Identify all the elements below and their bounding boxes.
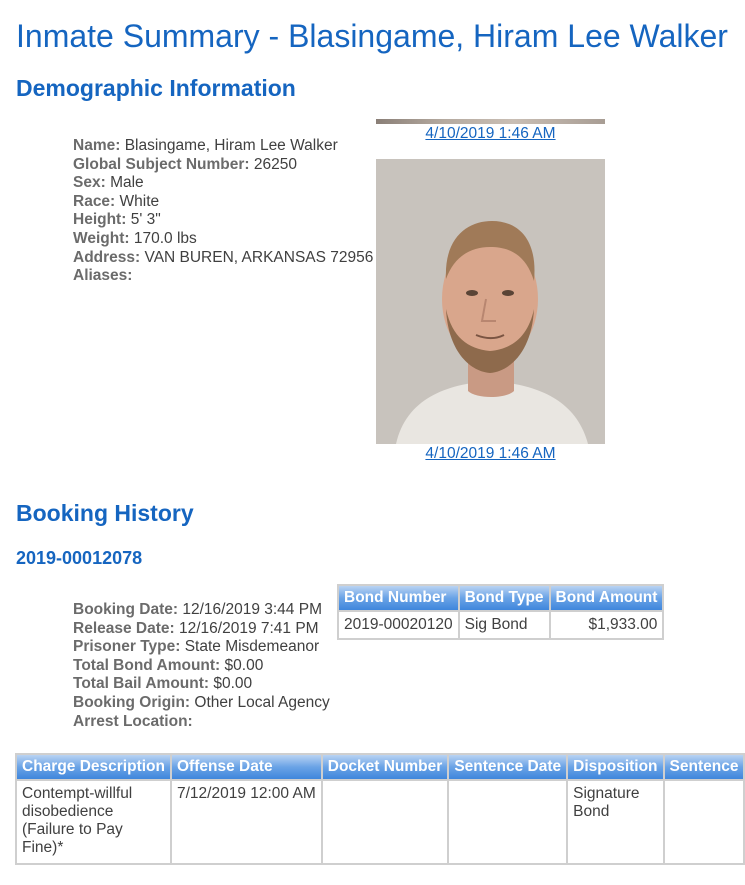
field-booking-date <box>73 601 330 620</box>
field-label: Sex: <box>73 174 106 192</box>
booking-history-heading: Booking History <box>16 500 194 526</box>
field-value: 12/16/2019 3:44 PM <box>182 601 322 618</box>
field-value: Blasingame, Hiram Lee Walker <box>124 137 338 154</box>
booking-number: 2019-00012078 <box>16 548 143 568</box>
table-cell: 7/12/2019 12:00 AM <box>172 781 321 863</box>
field-label: Name: <box>73 137 121 154</box>
field-label: Total Bond Amount: <box>73 656 221 674</box>
field-address <box>73 249 373 268</box>
column-header[interactable]: Offense Date <box>172 755 321 779</box>
field-value: State Misdemeanor <box>184 638 320 656</box>
field-value: 170.0 lbs <box>133 229 197 247</box>
table-row <box>17 781 743 863</box>
charges-table-header-row <box>17 755 743 779</box>
demographic-heading: Demographic Information <box>16 75 296 101</box>
field-value: $0.00 <box>213 675 253 693</box>
field-label: Booking Date: <box>73 601 179 618</box>
table-row <box>339 612 662 638</box>
field-label: Global Subject Number: <box>73 155 250 173</box>
field-label: Race: <box>73 192 116 210</box>
charges-table <box>15 753 745 865</box>
field-label: Address: <box>73 248 141 266</box>
field-value: Other Local Agency <box>194 693 330 711</box>
field-global-subject-number <box>73 156 373 175</box>
field-value: 5' 3" <box>130 211 161 229</box>
table-cell <box>665 781 744 863</box>
field-label: Release Date: <box>73 619 175 637</box>
field-total-bail-amount <box>73 675 330 694</box>
mugshot-photo[interactable] <box>376 159 605 444</box>
field-prisoner-type <box>73 638 330 657</box>
column-header[interactable]: Docket Number <box>323 755 448 779</box>
field-value: 26250 <box>253 155 297 173</box>
field-aliases <box>73 267 373 286</box>
column-header[interactable]: Bond Amount <box>551 586 663 610</box>
field-label: Prisoner Type: <box>73 638 181 656</box>
page-title: Inmate Summary - Blasingame, Hiram Lee Walker <box>16 18 728 54</box>
table-cell: Sig Bond <box>460 612 549 638</box>
field-value: VAN BUREN, ARKANSAS 72956 <box>144 248 374 266</box>
field-height <box>73 211 373 230</box>
bond-table-header-row <box>339 586 662 610</box>
field-release-date <box>73 620 330 639</box>
field-label: Weight: <box>73 229 130 247</box>
field-sex <box>73 174 373 193</box>
column-header[interactable]: Charge Description <box>17 755 170 779</box>
field-arrest-location <box>73 713 330 732</box>
field-value: Male <box>110 174 144 192</box>
field-label: Aliases: <box>73 267 133 285</box>
column-header[interactable]: Disposition <box>568 755 662 779</box>
column-header[interactable]: Sentence Date <box>449 755 566 779</box>
table-cell <box>449 781 566 863</box>
field-label: Arrest Location: <box>73 712 193 730</box>
field-label: Booking Origin: <box>73 693 191 711</box>
field-name <box>73 137 373 156</box>
table-cell: 2019-00020120 <box>339 612 458 638</box>
field-booking-origin <box>73 694 330 713</box>
table-cell <box>323 781 448 863</box>
column-header[interactable]: Bond Type <box>460 586 549 610</box>
column-header[interactable]: Bond Number <box>339 586 458 610</box>
table-cell: $1,933.00 <box>551 612 663 638</box>
demographic-info-list <box>73 137 373 286</box>
field-race <box>73 193 373 212</box>
field-value: $0.00 <box>224 656 264 674</box>
table-cell: Signature Bond <box>568 781 662 863</box>
field-value: White <box>119 192 160 210</box>
photo-date-link[interactable]: 4/10/2019 1:46 AM <box>425 445 556 462</box>
booking-info-list <box>73 601 330 731</box>
field-label: Height: <box>73 211 127 229</box>
bond-table <box>337 584 664 640</box>
field-weight <box>73 230 373 249</box>
table-cell: Contempt-willful disobedience (Failure to Pay Fine)* <box>17 781 170 863</box>
photo-date-link[interactable]: 4/10/2019 1:46 AM <box>425 125 556 142</box>
column-header[interactable]: Sentence <box>665 755 744 779</box>
field-total-bond-amount <box>73 657 330 676</box>
field-value: 12/16/2019 7:41 PM <box>178 619 319 637</box>
field-label: Total Bail Amount: <box>73 675 210 693</box>
